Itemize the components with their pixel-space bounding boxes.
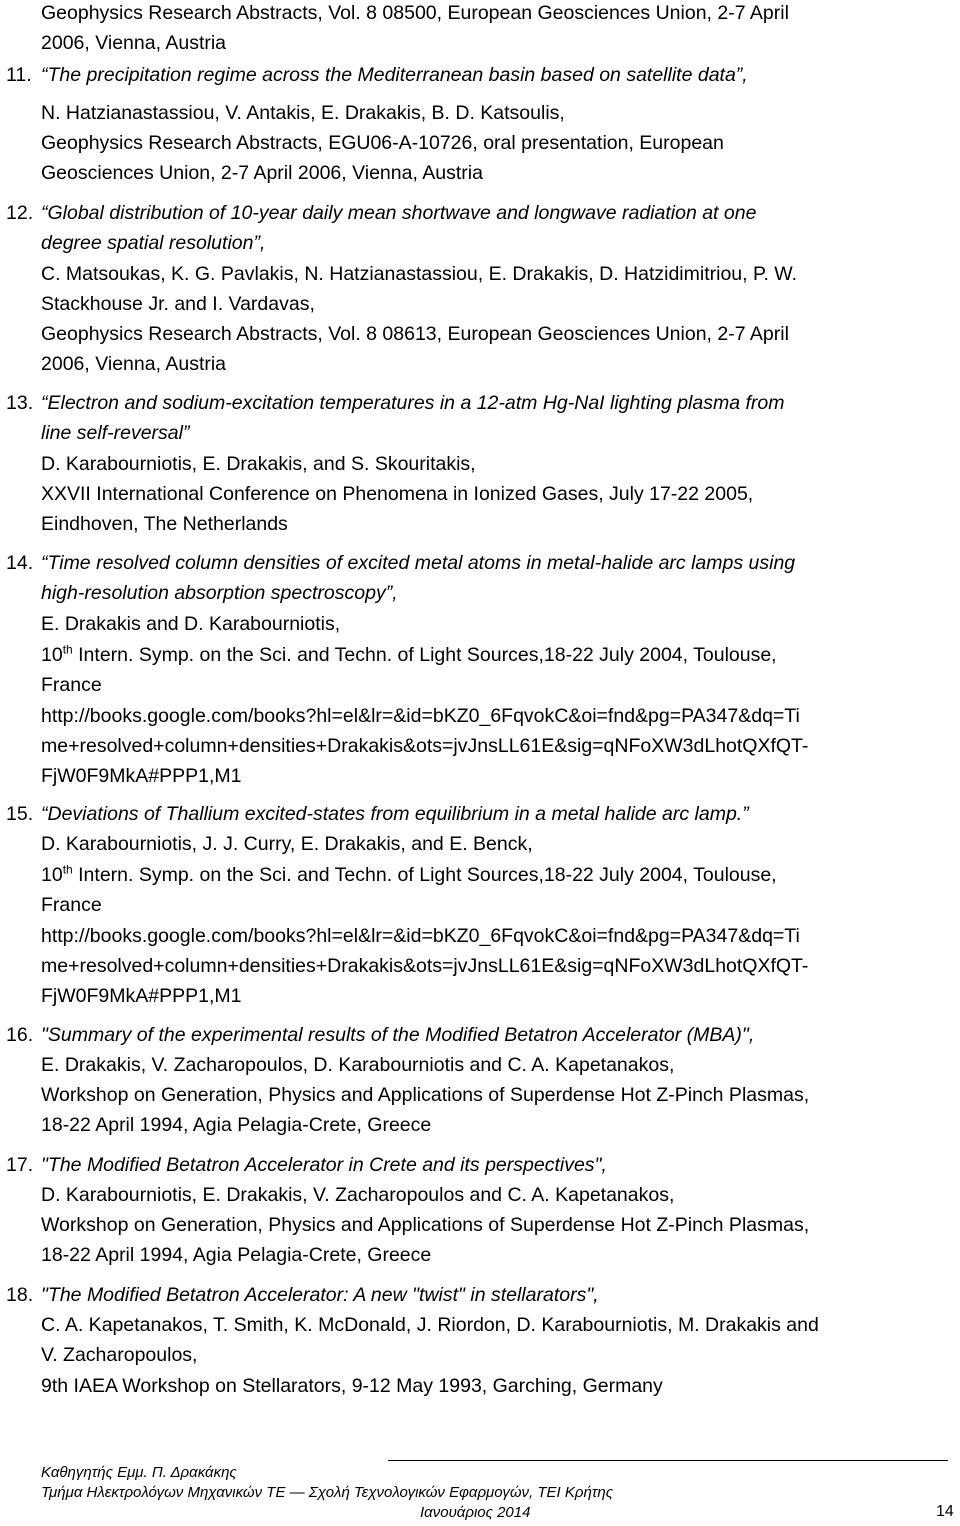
entry-14-url-2[interactable]: me+resolved+column+densities+Drakakis&ots=jvJnsLL61E&sig=qNFoXW3dLhotQXfQT- bbox=[41, 735, 809, 757]
entry-14-title-cont: high-resolution absorption spectroscopy”, bbox=[41, 582, 398, 604]
entry-15-number: 15. bbox=[6, 803, 34, 825]
entry-14-url-3[interactable]: FjW0F9MkA#PPP1,M1 bbox=[41, 765, 242, 787]
entry-15-url-3[interactable]: FjW0F9MkA#PPP1,M1 bbox=[41, 985, 242, 1007]
entry-14-authors: E. Drakakis and D. Karabourniotis, bbox=[41, 613, 341, 635]
entry-17-authors: D. Karabourniotis, E. Drakakis, V. Zacharopoulos and C. A. Kapetanakos, bbox=[41, 1184, 675, 1206]
entry-13-authors: D. Karabourniotis, E. Drakakis, and S. Skouritakis, bbox=[41, 453, 476, 475]
entry-13-venue-cont: Eindhoven, The Netherlands bbox=[41, 513, 288, 535]
entry-14-venue-text: Intern. Symp. on the Sci. and Techn. of Light Sources,18-22 July 2004, Toulouse, bbox=[72, 644, 777, 666]
entry-14-venue-ordinal-suffix: th bbox=[62, 642, 73, 657]
entry-17-number: 17. bbox=[6, 1154, 34, 1176]
entry-18-venue: 9th IAEA Workshop on Stellarators, 9-12 May 1993, Garching, Germany bbox=[41, 1375, 663, 1397]
entry-12-title: “Global distribution of 10-year daily mean shortwave and longwave radiation at one bbox=[41, 202, 757, 224]
entry-14-url-1[interactable]: http://books.google.com/books?hl=el&lr=&id=bKZ0_6FqvokC&oi=fnd&pg=PA347&dq=Ti bbox=[41, 705, 800, 727]
entry-12-venue: Geophysics Research Abstracts, Vol. 8 08613, European Geosciences Union, 2-7 April bbox=[41, 323, 789, 345]
continuation-line-1: Geophysics Research Abstracts, Vol. 8 08500, European Geosciences Union, 2-7 April bbox=[41, 2, 789, 24]
entry-11-number: 11. bbox=[6, 64, 32, 86]
entry-15-venue-ordinal-suffix: th bbox=[62, 862, 73, 877]
entry-16-title: "Summary of the experimental results of the Modified Betatron Accelerator (MBA)", bbox=[41, 1024, 755, 1046]
entry-16-authors: E. Drakakis, V. Zacharopoulos, D. Karabourniotis and C. A. Kapetanakos, bbox=[41, 1054, 675, 1076]
entry-17-venue: Workshop on Generation, Physics and Applications of Superdense Hot Z-Pinch Plasmas, bbox=[41, 1214, 810, 1236]
page-number: 14 bbox=[936, 1503, 954, 1520]
entry-15-venue-ordinal: 10 bbox=[41, 864, 63, 886]
entry-18-authors: C. A. Kapetanakos, T. Smith, K. McDonald, J. Riordon, D. Karabourniotis, M. Drakakis and bbox=[41, 1314, 819, 1336]
entry-12-venue-cont: 2006, Vienna, Austria bbox=[41, 353, 227, 375]
entry-13-venue: XXVII International Conference on Phenomena in Ionized Gases, July 17-22 2005, bbox=[41, 483, 754, 505]
entry-13-title-cont: line self-reversal” bbox=[41, 422, 190, 444]
entry-12-authors-cont: Stackhouse Jr. and I. Vardavas, bbox=[41, 293, 315, 315]
entry-17-title: "The Modified Betatron Accelerator in Crete and its perspectives", bbox=[41, 1154, 607, 1176]
entry-15-venue-cont: France bbox=[41, 894, 102, 916]
entry-16-venue: Workshop on Generation, Physics and Applications of Superdense Hot Z-Pinch Plasmas, bbox=[41, 1084, 810, 1106]
entry-11-venue-cont: Geosciences Union, 2-7 April 2006, Vienna, Austria bbox=[41, 162, 483, 184]
footer-date: Ιανουάριος 2014 bbox=[420, 1504, 531, 1521]
footer-department: Τμήμα Ηλεκτρολόγων Μηχανικών ΤΕ — Σχολή Τεχνολογικών Εφαρμογών, ΤΕΙ Κρήτης bbox=[41, 1484, 613, 1501]
entry-14-venue bbox=[41, 640, 777, 670]
entry-15-url-1[interactable]: http://books.google.com/books?hl=el&lr=&id=bKZ0_6FqvokC&oi=fnd&pg=PA347&dq=Ti bbox=[41, 925, 800, 947]
entry-15-url-2[interactable]: me+resolved+column+densities+Drakakis&ots=jvJnsLL61E&sig=qNFoXW3dLhotQXfQT- bbox=[41, 955, 809, 977]
entry-12-authors: C. Matsoukas, K. G. Pavlakis, N. Hatzianastassiou, E. Drakakis, D. Hatzidimitriou, P. W. bbox=[41, 263, 798, 285]
entry-13-number: 13. bbox=[6, 392, 34, 414]
entry-11-title: “The precipitation regime across the Mediterranean basin based on satellite data”, bbox=[41, 64, 748, 86]
entry-14-title: “Time resolved column densities of excited metal atoms in metal-halide arc lamps using bbox=[41, 552, 796, 574]
entry-14-venue-cont: France bbox=[41, 674, 102, 696]
footer-divider bbox=[388, 1460, 948, 1461]
entry-12-title-cont: degree spatial resolution”, bbox=[41, 232, 266, 254]
entry-13-title: “Electron and sodium-excitation temperatures in a 12-atm Hg-NaI lighting plasma from bbox=[41, 392, 785, 414]
entry-15-title: “Deviations of Thallium excited-states from equilibrium in a metal halide arc lamp.” bbox=[41, 803, 749, 825]
entry-18-title: "The Modified Betatron Accelerator: A new "twist" in stellarators", bbox=[41, 1284, 599, 1306]
entry-12-number: 12. bbox=[6, 202, 34, 224]
entry-17-venue-cont: 18-22 April 1994, Agia Pelagia-Crete, Greece bbox=[41, 1244, 432, 1266]
entry-15-venue-text: Intern. Symp. on the Sci. and Techn. of Light Sources,18-22 July 2004, Toulouse, bbox=[72, 864, 777, 886]
entry-18-number: 18. bbox=[6, 1284, 34, 1306]
entry-14-number: 14. bbox=[6, 552, 34, 574]
entry-11-authors: N. Hatzianastassiou, V. Antakis, E. Drakakis, B. D. Katsoulis, bbox=[41, 102, 565, 124]
entry-11-venue: Geophysics Research Abstracts, EGU06-A-10726, oral presentation, European bbox=[41, 132, 724, 154]
entry-14-venue-ordinal: 10 bbox=[41, 644, 63, 666]
entry-18-authors-cont: V. Zacharopoulos, bbox=[41, 1344, 198, 1366]
entry-15-authors: D. Karabourniotis, J. J. Curry, E. Drakakis, and E. Benck, bbox=[41, 833, 533, 855]
entry-16-number: 16. bbox=[6, 1024, 34, 1046]
footer-author: Καθηγητής Εμμ. Π. Δρακάκης bbox=[41, 1464, 237, 1481]
entry-16-venue-cont: 18-22 April 1994, Agia Pelagia-Crete, Greece bbox=[41, 1114, 432, 1136]
continuation-line-2: 2006, Vienna, Austria bbox=[41, 32, 227, 54]
entry-15-venue bbox=[41, 860, 777, 890]
